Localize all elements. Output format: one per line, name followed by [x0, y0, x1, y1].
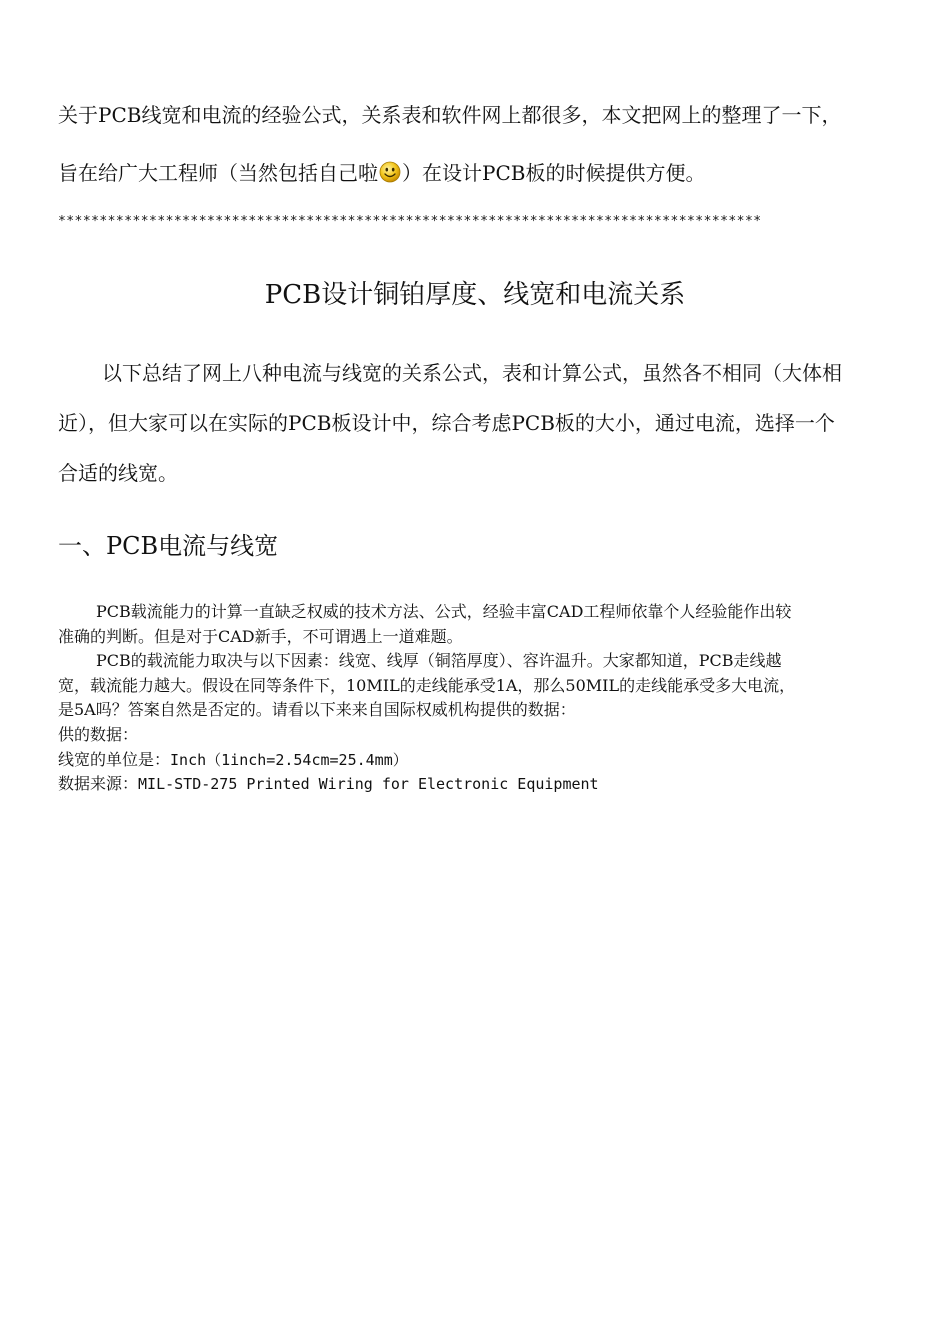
intro-paragraph	[58, 86, 898, 202]
summary-line-3: 合适的线宽。	[58, 461, 178, 485]
summary-paragraph	[58, 348, 904, 498]
section-1-body	[58, 600, 938, 797]
source-value: MIL-STD-275 Printed Wiring for Electronic Equipment	[138, 775, 599, 794]
unit-value: Inch（1inch=2.54cm=25.4mm）	[170, 750, 408, 769]
intro-line-1: 关于PCB线宽和电流的经验公式，关系表和软件网上都很多，本文把网上的整理了一下，	[58, 103, 842, 127]
body-p1-line-2: 准确的判断。但是对于CAD新手，不可谓遇上一道难题。	[58, 626, 463, 646]
smiley-face-icon	[379, 161, 401, 183]
body-p2-line-2: 宽，载流能力越大。假设在同等条件下，10MIL的走线能承受1A，那么50MIL的走线能承受多大电流，	[58, 675, 796, 695]
summary-line-1: 以下总结了网上八种电流与线宽的关系公式，表和计算公式，虽然各不相同（大体相	[102, 361, 842, 385]
body-p1-line-1: PCB载流能力的计算一直缺乏权威的技术方法、公式，经验丰富CAD工程师依靠个人经验能作出较	[96, 602, 792, 621]
body-p2-line-3: 是5A吗？答案自然是否定的。请看以下来来自国际权威机构提供的数据：	[58, 700, 576, 720]
source-label: 数据来源：	[58, 774, 139, 794]
unit-line	[58, 748, 938, 773]
summary-line-2: 近），但大家可以在实际的PCB板设计中，综合考虑PCB板的大小，通过电流，选择一个	[58, 411, 835, 435]
intro-line-2	[58, 144, 898, 202]
page-title: PCB设计铜铂厚度、线宽和电流关系	[264, 280, 686, 310]
separator-line: *************************************************************************************	[58, 214, 762, 229]
source-line	[58, 772, 938, 797]
body-p2-line-1: PCB的载流能力取决与以下因素：线宽、线厚（铜箔厚度）、容许温升。大家都知道，PCB走线越	[96, 651, 782, 671]
body-duplicate-line: 供的数据：	[58, 724, 139, 744]
unit-label: 线宽的单位是：	[58, 749, 171, 769]
intro-line-2-end: ）在设计PCB板的时候提供方便。	[402, 161, 706, 185]
section-heading-1: 一、PCB电流与线宽	[58, 532, 279, 560]
intro-line-2-start: 旨在给广大工程师（当然包括自己啦	[58, 161, 378, 185]
